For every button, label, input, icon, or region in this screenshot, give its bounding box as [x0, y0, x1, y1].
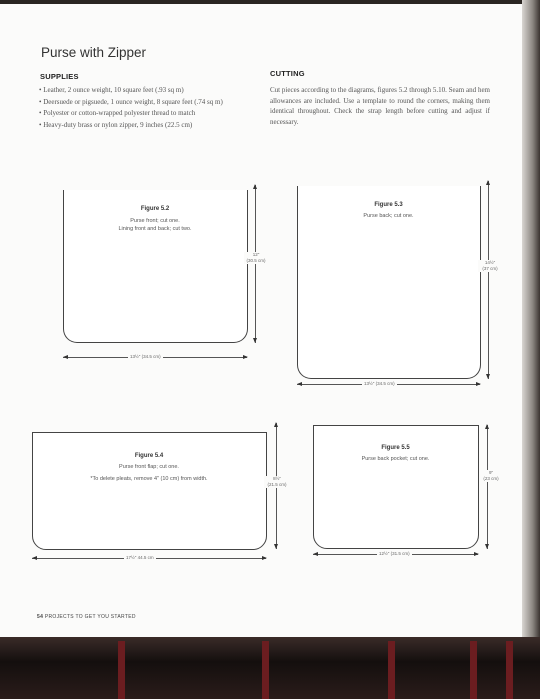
arrow-right-icon	[476, 382, 481, 386]
arrow-left-icon	[313, 552, 318, 556]
page-number: 54	[37, 614, 44, 620]
figure-title: Figure 5.2	[140, 206, 170, 212]
arrow-down-icon	[485, 544, 489, 549]
page-title: Purse with Zipper	[41, 45, 147, 60]
binding-stripe	[262, 641, 269, 699]
figure-note: Purse front; cut one.	[130, 218, 180, 224]
arrow-down-icon	[486, 374, 490, 379]
arrow-down-icon	[274, 544, 278, 549]
binding-stripe	[470, 641, 477, 699]
arrow-right-icon	[243, 355, 248, 359]
height-dimension-line	[255, 185, 256, 343]
scan-bottom-edge	[0, 637, 540, 699]
supplies-heading: SUPPLIES	[40, 72, 79, 81]
width-dimension-label: 12½" (31.5 cm)	[379, 551, 410, 556]
arrow-up-icon	[253, 184, 257, 189]
arrow-left-icon	[63, 355, 68, 359]
supply-item: • Leather, 2 ounce weight, 10 square feet (.93 sq m)	[39, 86, 184, 94]
width-dimension-label: 13½" (34.5 cm)	[364, 381, 395, 386]
supply-item: • Heavy-duty brass or nylon zipper, 9 inches (22.5 cm)	[39, 120, 193, 129]
figure-title: Figure 5.4	[134, 453, 164, 459]
width-dimension-label: 17½" 44.5 cm	[126, 555, 154, 560]
figure-title: Figure 5.5	[381, 445, 410, 451]
height-dimension-label: 9" (23 cm)	[479, 470, 503, 482]
height-dimension-line	[488, 181, 489, 379]
supplies-list	[39, 85, 267, 131]
binding-stripe	[506, 641, 513, 699]
pattern-piece-outline	[32, 432, 267, 550]
arrow-right-icon	[474, 552, 479, 556]
arrow-down-icon	[253, 338, 257, 343]
height-dimension-line	[487, 425, 488, 549]
figure-note: Purse back pocket; cut one.	[361, 456, 430, 462]
cutting-instructions: Cut pieces according to the diagrams, figures 5.2 through 5.10. Seam and hem allowances are included. Use a template to round the corners, making them identical throughout. Check the strap length before cutting and adjust if necessary.	[270, 86, 490, 126]
height-dimension-label: 12" (30.5 cm)	[244, 252, 268, 264]
figure-note: Purse front flap; cut one.	[119, 464, 179, 470]
arrow-right-icon	[262, 556, 267, 560]
page-footer	[37, 614, 136, 620]
supply-item: • Deersuede or pigsuede, 1 ounce weight, 8 square feet (.74 sq m)	[39, 97, 223, 106]
figure-5-3	[297, 186, 480, 378]
pattern-piece-outline	[313, 425, 479, 549]
figure-5-4	[32, 432, 266, 549]
arrow-left-icon	[32, 556, 37, 560]
book-spine-shadow	[522, 0, 540, 640]
figure-note: *To delete pleats, remove 4" (10 cm) from width.	[90, 476, 208, 482]
cutting-heading: CUTTING	[270, 69, 305, 78]
supply-item: • Polyester or cotton-wrapped polyester thread to match	[39, 109, 196, 117]
figure-5-5	[313, 425, 478, 548]
height-dimension-label: 8½" (21.5 cm)	[264, 476, 290, 488]
binding-stripe	[118, 641, 125, 699]
footer-text: PROJECTS TO GET YOU STARTED	[44, 614, 136, 620]
figure-5-2	[63, 190, 247, 342]
arrow-up-icon	[485, 424, 489, 429]
width-dimension-label: 13½" (34.5 cm)	[130, 354, 161, 359]
arrow-up-icon	[274, 422, 278, 427]
arrow-up-icon	[486, 180, 490, 185]
figure-note: Lining front and back; cut two.	[118, 226, 192, 232]
pattern-piece-outline	[63, 190, 248, 343]
arrow-left-icon	[297, 382, 302, 386]
height-dimension-label: 14½" (37 cm)	[478, 260, 502, 272]
figure-note: Purse back; cut one.	[363, 213, 414, 219]
binding-stripe	[388, 641, 395, 699]
figure-title: Figure 5.3	[374, 202, 403, 208]
